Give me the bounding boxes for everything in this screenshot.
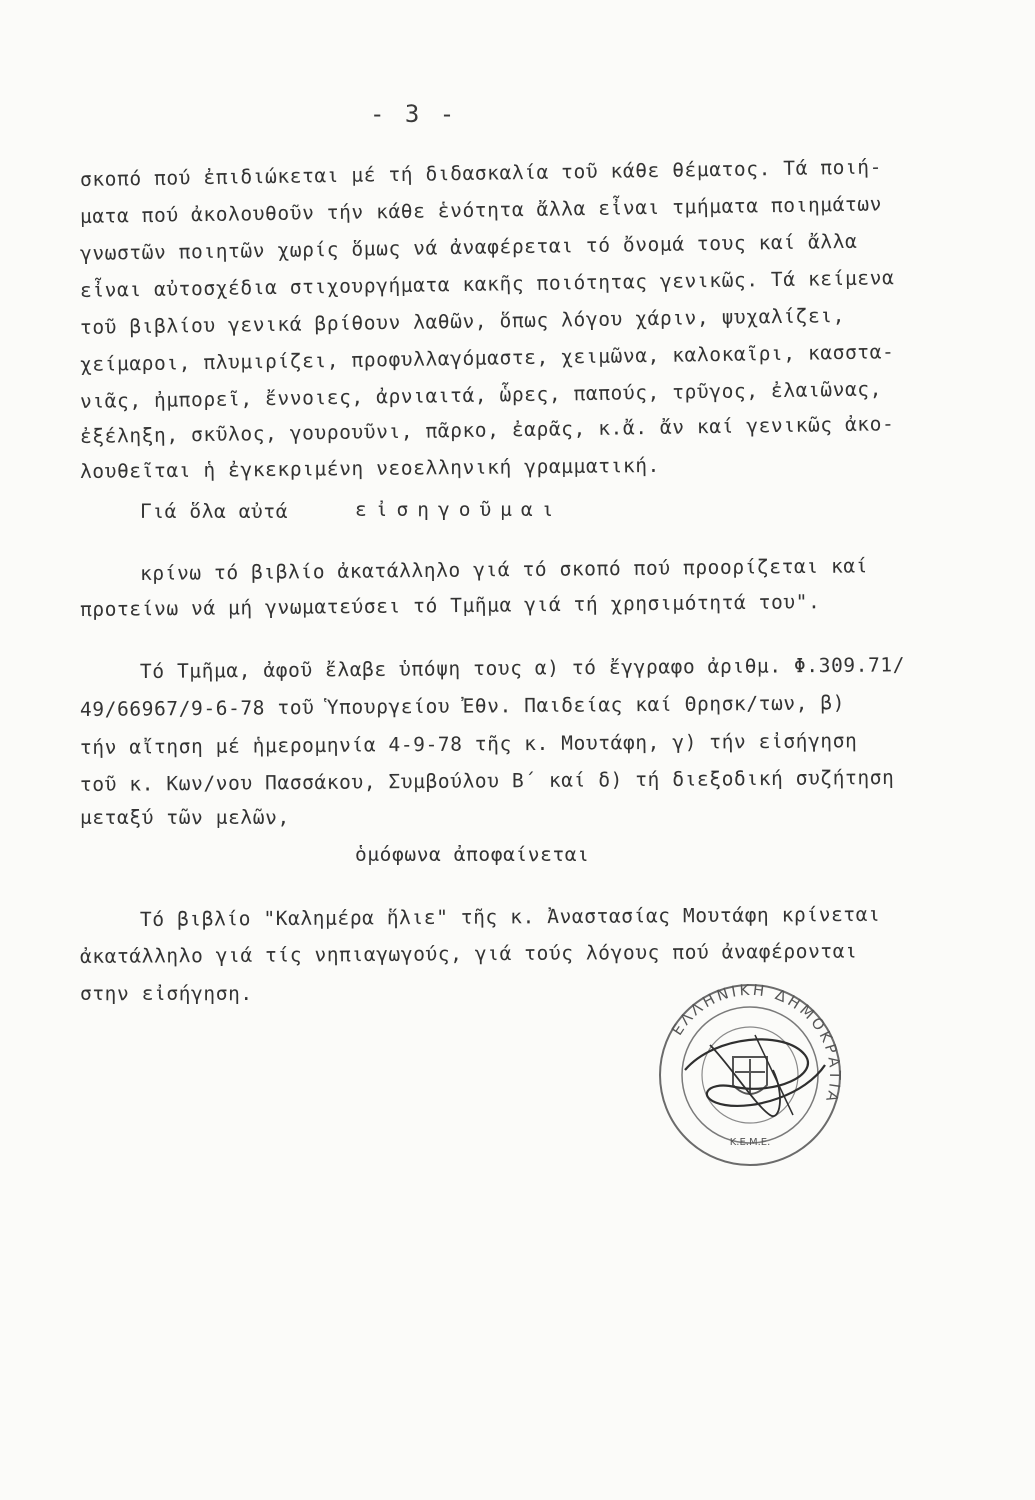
decision-line-1: Τό βιβλίο "Καλημέρα ἥλιε" τῆς κ. Ἀναστασίας Μουτάφη κρίνεται (139, 902, 881, 931)
body-line-8: ἐξέληξη, σκῦλος, γουρουῦνι, πᾶρκο, ἐαρᾶς, κ.ἄ. ἄν καί γενικῶς ἀκο- (79, 412, 895, 448)
decision-heading: ὁμόφωνα ἀποφαίνεται (355, 843, 590, 866)
body-line-3: γνωστῶν ποιητῶν χωρίς ὅμως νά ἀναφέρεται τό ὄνομά τους καί ἄλλα (79, 229, 858, 265)
body-line-7: νιᾶς, ἠμπορεῖ, ἔννοιες, ἀρνιαιτά, ὧρες, παπούς, τρῦγος, ἐλαιῶνας, (79, 377, 883, 413)
body-line-9: λουθεῖται ἡ ἐγκεκριμένη νεοελληνική γραμματική. (79, 453, 661, 483)
section-line-3: τήν αἴτηση μέ ἡμερομηνία 4-9-78 τῆς κ. Μουτάφη, γ) τήν εἰσήγηση (79, 729, 858, 759)
section-line-5: μεταξύ τῶν μελῶν, (80, 806, 290, 829)
quote-line-2: προτείνω νά μή γνωματεύσει τό Τμῆμα γιά τή χρησιμότητά του". (79, 590, 821, 621)
decision-line-2: ἀκατάλληλο γιά τίς νηπιαγωγούς, γιά τούς λόγους πού ἀναφέρονται (79, 939, 858, 968)
decision-line-3: στην εἰσήγηση. (80, 982, 253, 1005)
body-line-1: σκοπό πού ἐπιδιώκεται μέ τή διδασκαλία τοῦ κάθε θέματος. Τά ποιή- (79, 155, 883, 191)
svg-text:ΕΛΛΗΝΙΚΗ ΔΗΜΟΚΡΑΤΙΑ: ΕΛΛΗΝΙΚΗ ΔΗΜΟΚΡΑΤΙΑ (667, 980, 845, 1107)
proposal-word: εἰσηγοῦμαι (355, 498, 563, 521)
svg-text:Κ.Ε.Μ.Ε.: Κ.Ε.Μ.Ε. (729, 1137, 771, 1148)
body-line-4: εἶναι αὐτοσχέδια στιχουργήματα κακῆς ποιότητας γενικῶς. Τά κείμενα (79, 266, 895, 302)
section-line-4: τοῦ κ. Κων/νου Πασσάκου, Συμβούλου Β΄ καί δ) τή διεξοδική συζήτηση (79, 765, 895, 796)
proposal-intro: Γιά ὅλα αὐτά (140, 500, 289, 523)
body-line-6: χείμαροι, πλυμιρίζει, προφυλλαγόμαστε, χειμῶνα, καλοκαῖρι, κασστα- (79, 340, 895, 376)
section-line-2: 49/66967/9-6-78 τοῦ Ὑπουργείου Ἐθν. Παιδείας καί Θρησκ/των, β) (79, 691, 846, 721)
official-seal-stamp (655, 975, 845, 1175)
quote-line-1: κρίνω τό βιβλίο ἀκατάλληλο γιά τό σκοπό πού προορίζεται καί (139, 554, 869, 585)
section-line-1: Τό Τμῆμα, ἀφοῦ ἔλαβε ὑπόψη τους α) τό ἔγγραφο ἀριθμ. Φ.309.71/ (139, 653, 906, 683)
body-line-5: τοῦ βιβλίου γενικά βρίθουν λαθῶν, ὅπως λόγου χάριν, ψυχαλίζει, (79, 303, 846, 339)
body-line-2: ματα πού ἀκολουθοῦν τήν κάθε ἑνότητα ἄλλα εἶναι τμήματα ποιημάτων (79, 192, 883, 228)
page-number: - 3 - (370, 100, 458, 128)
